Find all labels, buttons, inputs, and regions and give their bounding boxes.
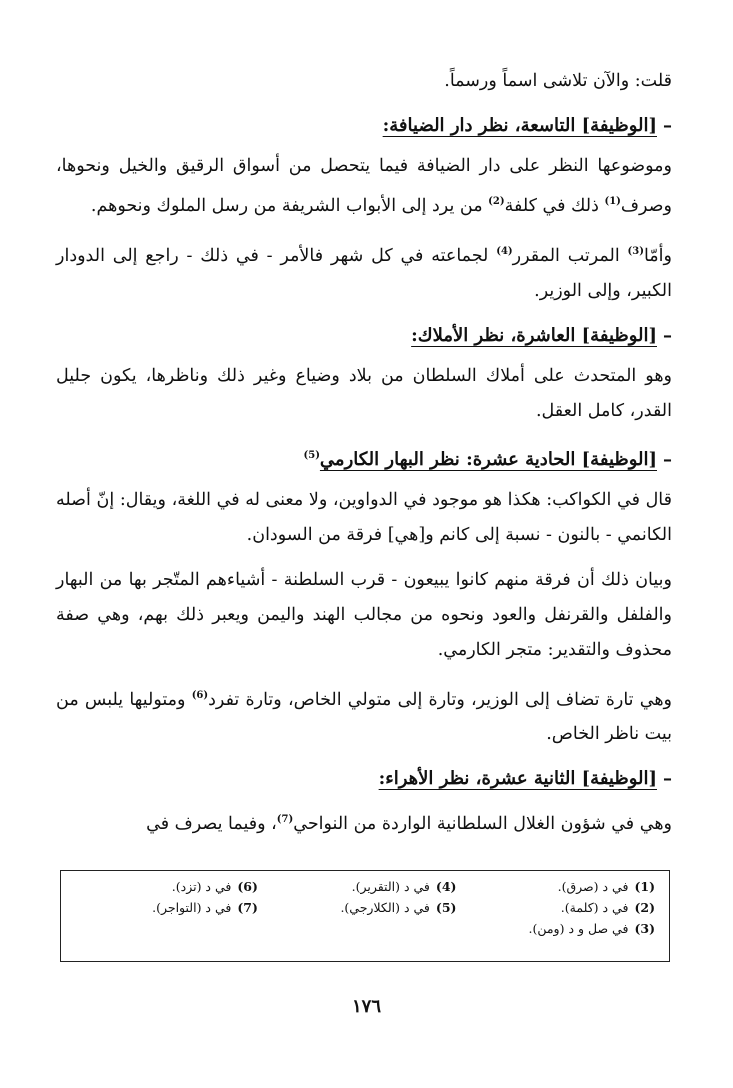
footnote-ref[interactable]: (2) xyxy=(488,196,505,207)
heading-text: [الوظيفة] العاشرة، نظر الأملاك: xyxy=(411,324,657,346)
heading-text: [الوظيفة] الحادية عشرة: نظر البهار الكارمي xyxy=(319,448,657,470)
paragraph-text: وهي في شؤون الغلال السلطانية الواردة من النواحي xyxy=(293,814,672,835)
paragraph-text: وأمّا xyxy=(643,245,672,266)
heading-dash: – xyxy=(663,448,672,470)
footnote-number: (2) xyxy=(634,900,655,915)
paragraph-2 xyxy=(56,149,672,224)
paragraph-text: قال في الكواكب: هكذا هو موجود في الدواوين، ولا معنى له في اللغة، ويقال: إنّ أصله الكانمي - بالنون - نسبة إلى كانم و[هي] فرقة من السودان. xyxy=(56,489,672,545)
footnotes-grid xyxy=(71,879,655,936)
footnote-number: (5) xyxy=(435,900,457,915)
paragraph-5 xyxy=(56,483,672,553)
footnote-number: (6) xyxy=(237,879,258,894)
page-body xyxy=(56,64,672,842)
footnote-ref[interactable]: (5) xyxy=(303,449,320,461)
footnote-text: في د (صرق). xyxy=(557,879,629,894)
heading-text: [الوظيفة] الثانية عشرة، نظر الأهراء: xyxy=(378,768,657,790)
footnote-ref[interactable]: (6) xyxy=(191,689,209,701)
footnote-ref[interactable]: (1) xyxy=(604,196,621,207)
paragraph-6 xyxy=(56,563,672,668)
footnote-number: (3) xyxy=(634,921,655,936)
section-heading-10 xyxy=(56,319,672,353)
paragraph-1 xyxy=(56,64,672,99)
section-heading-11 xyxy=(56,439,672,477)
footnote-item xyxy=(71,900,258,915)
footnote-number: (1) xyxy=(634,879,655,894)
footnote-text: في د (الكلارجي). xyxy=(340,900,430,915)
footnote-text: في د (كلمة). xyxy=(560,900,629,915)
heading-dash: – xyxy=(663,324,672,346)
footnote-ref[interactable]: (7) xyxy=(276,814,294,826)
footnote-item xyxy=(258,900,457,915)
paragraph-text: ، وفيما يصرف في xyxy=(146,814,277,835)
footnote-text: في د (تزد). xyxy=(171,879,232,894)
page-number: ١٧٦ xyxy=(351,996,381,1017)
heading-dash: – xyxy=(663,115,672,136)
footnote-text: في د (التقرير). xyxy=(351,879,430,894)
section-heading-12 xyxy=(56,762,672,796)
paragraph-3 xyxy=(56,234,672,309)
footnote-item xyxy=(456,879,655,894)
paragraph-8 xyxy=(56,802,672,842)
footnotes-box xyxy=(60,870,670,962)
footnote-item xyxy=(456,921,655,936)
paragraph-text: وهي تارة تضاف إلى الوزير، وتارة إلى متولي الخاص، وتارة تفرد xyxy=(208,689,673,710)
footnote-ref[interactable]: (4) xyxy=(496,245,513,257)
footnote-number: (7) xyxy=(237,900,258,915)
paragraph-7 xyxy=(56,678,672,753)
heading-dash: – xyxy=(663,768,672,790)
paragraph-text: لجماعته في كل شهر فالأمر - في ذلك - راجع إلى الدودار الكبير، وإلى الوزير. xyxy=(56,245,672,301)
section-heading-9 xyxy=(56,109,672,143)
paragraph-text: قلت: والآن تلاشى اسماً ورسماً. xyxy=(444,71,672,91)
footnote-item xyxy=(258,879,457,894)
footnote-item xyxy=(71,879,258,894)
paragraph-text: المرتب المقرر xyxy=(512,245,628,266)
footnote-number: (4) xyxy=(435,879,457,894)
paragraph-text: ذلك في كلفة xyxy=(504,195,605,216)
paragraph-text: وموضوعها النظر على دار الضيافة فيما يتحصل من أسواق الرقيق والخيل ونحوها، وصرف xyxy=(56,156,672,216)
paragraph-text: من يرد إلى الأبواب الشريفة من رسل الملوك ونحوهم. xyxy=(90,195,489,216)
heading-text: [الوظيفة] التاسعة، نظر دار الضيافة: xyxy=(382,115,657,136)
footnote-text: في صل و د (ومن). xyxy=(528,921,629,936)
paragraph-text: ومتوليها يلبس من بيت ناظر الخاص. xyxy=(56,689,672,745)
footnote-text: في د (التواجر). xyxy=(152,900,232,915)
footnote-item xyxy=(456,900,655,915)
paragraph-4 xyxy=(56,359,672,429)
paragraph-text: وبيان ذلك أن فرقة منهم كانوا يبيعون - قرب السلطنة - أشياءهم المتّجر بها من البهار والفلفل والقرنفل والعود ونحوه من مجالب الهند واليمن ويعبر ذلك بهم، وهي صفة محذوف والتقدير: متجر الكارمي. xyxy=(56,569,672,660)
footnote-ref[interactable]: (3) xyxy=(627,245,644,257)
paragraph-text: وهو المتحدث على أملاك السلطان من بلاد وضياع وغير ذلك وناظرها، يكون جليل القدر، كامل العقل. xyxy=(56,365,672,421)
